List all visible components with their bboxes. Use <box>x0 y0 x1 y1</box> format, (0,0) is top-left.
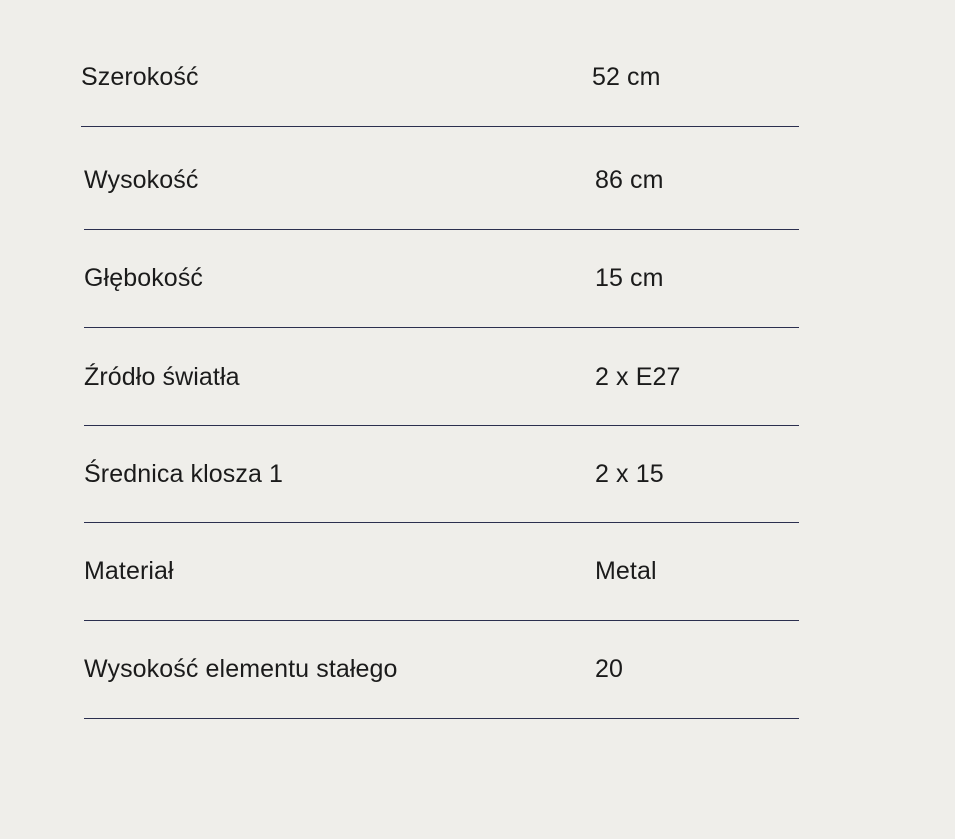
spec-label: Wysokość elementu stałego <box>84 655 398 683</box>
spec-row-light-source <box>84 328 799 426</box>
spec-row-width <box>81 0 799 127</box>
spec-label: Wysokość <box>84 166 199 194</box>
spec-value: 2 x 15 <box>595 460 664 488</box>
spec-label: Szerokość <box>81 63 199 91</box>
spec-value: 52 cm <box>592 63 661 91</box>
spec-value: 86 cm <box>595 166 664 194</box>
spec-value: Metal <box>595 557 657 585</box>
spec-value: 2 x E27 <box>595 363 681 391</box>
spec-label: Średnica klosza 1 <box>84 460 284 488</box>
spec-row-depth <box>84 230 799 328</box>
spec-value: 15 cm <box>595 264 664 292</box>
spec-row-height <box>84 127 799 230</box>
spec-row-shade-diameter <box>84 426 799 523</box>
spec-row-fixed-element-height <box>84 621 799 719</box>
spec-value: 20 <box>595 655 624 683</box>
spec-row-material <box>84 523 799 621</box>
spec-label: Materiał <box>84 557 174 585</box>
spec-label: Źródło światła <box>84 363 240 391</box>
spec-label: Głębokość <box>84 264 204 292</box>
